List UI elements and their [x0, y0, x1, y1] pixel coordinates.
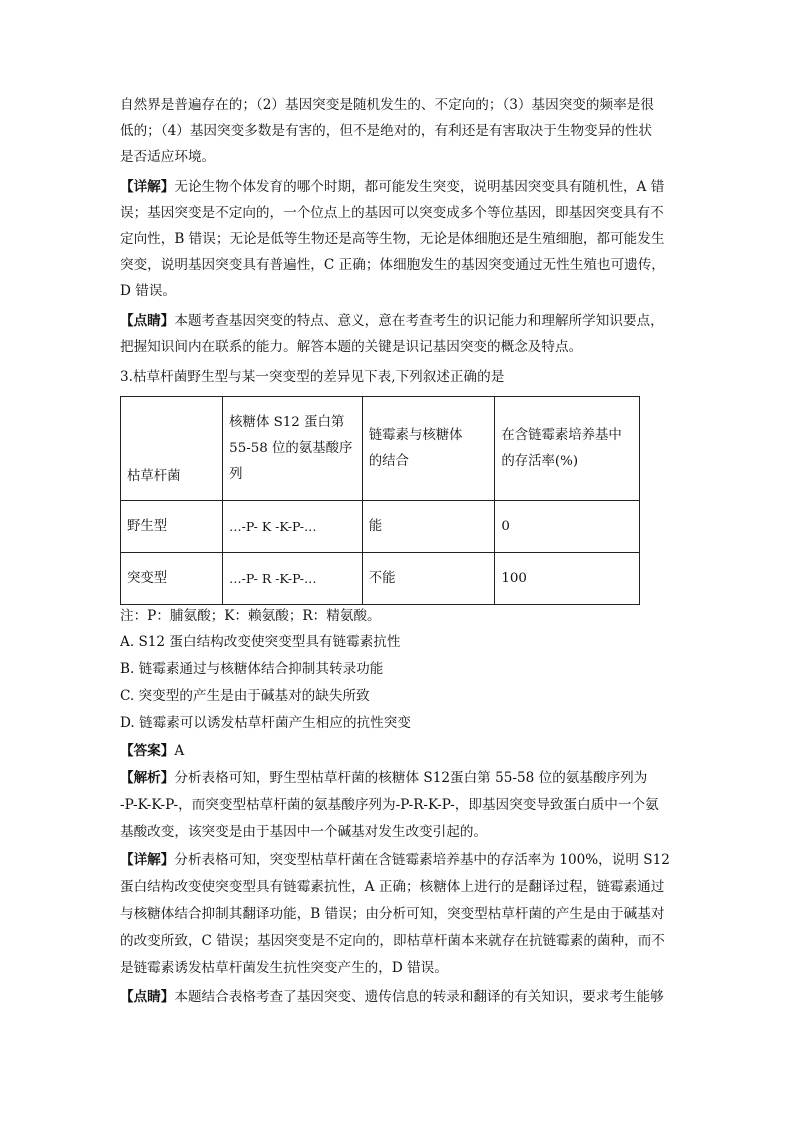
section-tag: 【点睛】 [120, 313, 175, 329]
analysis-line: 【解析】分析表格可知，野生型枯草杆菌的核糖体 S12蛋白第 55-58 位的氨基酸序列为 [120, 770, 648, 786]
detail-line: 【详解】分析表格可知，突变型枯草杆菌在含链霉素培养基中的存活率为 100%，说明 S12 [120, 852, 670, 868]
text-line: 把握知识间内在联系的能力。解答本题的关键是识记基因突变的概念及特点。 [120, 339, 583, 355]
table-cell: …-P- R -K-P-… [223, 553, 363, 605]
table-cell: 100 [495, 553, 640, 605]
comment-line: 【点睛】本题考查基因突变的特点、意义，意在考查考生的识记能力和理解所学知识要点， [120, 313, 664, 329]
table-header-row [121, 397, 640, 501]
section-tag: 【答案】 [120, 743, 175, 759]
text-line: -P-K-K-P-，而突变型枯草杆菌的氨基酸序列为-P-R-K-P-，即基因突变导致蛋白质中一个氨 [120, 797, 659, 813]
option-a: A. S12 蛋白结构改变使突变型具有链霉素抗性 [120, 634, 401, 650]
table-cell: …-P- K -K-P-… [223, 501, 363, 553]
answer-value: A [174, 743, 185, 759]
table-cell: 0 [495, 501, 640, 553]
question-title: 3.枯草杆菌野生型与某一突变型的差异见下表,下列叙述正确的是 [120, 369, 505, 385]
table-header-cell: 链霉素与核糖体 的结合 [362, 397, 495, 501]
text-line: 突变，说明基因突变具有普遍性，C 正确；体细胞发生的基因突变通过无性生殖也可遗传， [120, 257, 665, 273]
text-line: 的改变所致，C 错误；基因突变是不定向的，即枯草杆菌本来就存在抗链霉素的菌种，而不 [120, 933, 665, 949]
text-line: 基酸改变，该突变是由于基因中一个碱基对发生改变引起的。 [120, 824, 488, 840]
option-d: D. 链霉素可以诱发枯草杆菌产生相应的抗性突变 [120, 715, 411, 731]
data-table [120, 396, 640, 605]
table-note: 注：P：脯氨酸；K：赖氨酸；R：精氨酸。 [120, 608, 381, 624]
text-line: 低的；（4）基因突变多数是有害的，但不是绝对的，有利还是有害取决于生物变异的性状 [120, 123, 653, 139]
table-cell: 能 [362, 501, 495, 553]
section-tag: 【解析】 [120, 770, 175, 786]
option-c: C. 突变型的产生是由于碱基对的缺失所致 [120, 688, 370, 704]
table-row [121, 553, 640, 605]
text-line: 自然界是普遍存在的；（2）基因突变是随机发生的、不定向的；（3）基因突变的频率是很 [120, 97, 654, 113]
table-cell: 不能 [362, 553, 495, 605]
table-header-cell: 枯草杆菌 [121, 397, 223, 501]
text-line: 是链霉素诱发枯草杆菌发生抗性突变产生的，D 错误。 [120, 960, 448, 976]
text-line: 误；基因突变是不定向的，一个位点上的基因可以突变成多个等位基因，即基因突变具有不 [120, 205, 664, 221]
table-row [121, 501, 640, 553]
text-line: D 错误。 [120, 283, 177, 299]
detail-line: 【详解】无论生物个体发育的哪个时期，都可能发生突变，说明基因突变具有随机性，A 错 [120, 179, 665, 195]
text-line: 定向性，B 错误；无论是低等生物还是高等生物，无论是体细胞还是生殖细胞，都可能发生 [120, 231, 665, 247]
section-tag: 【详解】 [120, 179, 175, 195]
table-header-cell: 在含链霉素培养基中 的存活率(%) [495, 397, 640, 501]
option-b: B. 链霉素通过与核糖体结合抑制其转录功能 [120, 661, 384, 677]
text-line: 蛋白结构改变使突变型具有链霉素抗性，A 正确；核糖体上进行的是翻译过程，链霉素通过 [120, 879, 665, 895]
table-cell: 突变型 [121, 553, 223, 605]
section-tag: 【点睛】 [120, 989, 175, 1005]
text-line: 与核糖体结合抑制其翻译功能，B 错误；由分析可知，突变型枯草杆菌的产生是由于碱基对 [120, 906, 665, 922]
table-header-cell: 核糖体 S12 蛋白第 55-58 位的氨基酸序 列 [223, 397, 363, 501]
text-line: 是否适应环境。 [120, 149, 216, 165]
table-cell: 野生型 [121, 501, 223, 553]
answer-line [120, 742, 680, 760]
section-tag: 【详解】 [120, 852, 175, 868]
comment-line: 【点睛】本题结合表格考查了基因突变、遗传信息的转录和翻译的有关知识，要求考生能够 [120, 989, 664, 1005]
